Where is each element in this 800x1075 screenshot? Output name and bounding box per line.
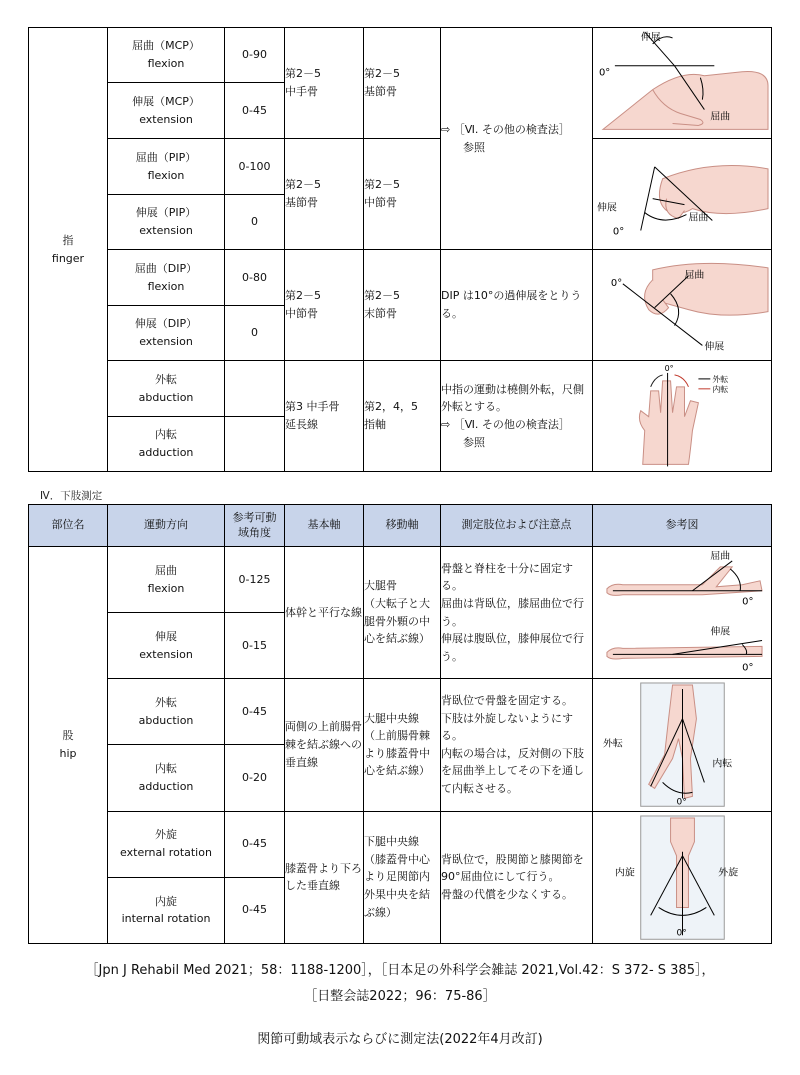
label-extension: 伸展: [596, 202, 617, 214]
motion-cell: 伸展（PIP） extension: [108, 195, 225, 250]
part-hip: 股 hip: [29, 547, 108, 944]
figure-hip-abduction: [593, 679, 772, 811]
label-extension: 伸展: [710, 626, 731, 638]
label-zero: 0°: [612, 226, 625, 238]
label-adduction: 内転: [712, 758, 733, 770]
figure-abduction: [593, 361, 772, 472]
range-cell: 0-45: [225, 877, 285, 943]
notes-cell: DIP は10°の過伸展をとりうる。: [441, 250, 593, 361]
label-flexion: 屈曲: [710, 550, 731, 562]
footer-title: 関節可動域表示ならびに測定法(2022年4月改訂): [257, 1032, 543, 1047]
motion-cell: 内旋 internal rotation: [108, 877, 225, 943]
range-cell: 0-45: [225, 83, 285, 139]
moving-axis-cell: 大腿骨 （大転子と大腿骨外顆の中心を結ぶ線）: [364, 547, 441, 679]
label-internal-rotation: 内旋: [614, 867, 635, 879]
hip-abduction-figure-illustration: [593, 679, 771, 810]
citations: [0, 958, 800, 1010]
label-abduction: 外転: [602, 738, 623, 750]
label-abduction: 外転: [712, 375, 729, 385]
pip-figure-illustration: [593, 139, 771, 248]
label-flexion: 屈曲: [684, 270, 705, 282]
range-cell: [225, 417, 285, 472]
notes-cell: 背臥位で骨盤を固定する。 下肢は外旋しないようにする。 内転の場合は，反対側の下肢を屈曲挙上してその下を通して内転させる。: [441, 679, 593, 811]
header-basic-axis: 基本軸: [285, 505, 364, 547]
notes-cell: 中指の運動は橈側外転，尺側外転とする。 ⇨ ［Ⅵ. その他の検査法］ 参照: [441, 361, 593, 472]
figure-mcp: [593, 28, 772, 139]
range-cell: 0-15: [225, 613, 285, 679]
figure-dip: [593, 250, 772, 361]
label-external-rotation: 外旋: [718, 867, 739, 879]
range-cell: 0-100: [225, 139, 285, 195]
label-zero: 0°: [610, 278, 623, 290]
citation-line: ［日整会誌2022；96：75-86］: [304, 989, 496, 1004]
motion-cell: 屈曲（PIP） flexion: [108, 139, 225, 195]
motion-cell: 屈曲（MCP） flexion: [108, 28, 225, 83]
basic-axis-cell: 第3 中手骨 延長線: [285, 361, 364, 472]
mcp-figure-illustration: [593, 28, 771, 137]
moving-axis-cell: 第2－5 基節骨: [364, 28, 441, 139]
label-zero: 0°: [598, 68, 611, 80]
finger-rom-table: [28, 27, 772, 472]
moving-axis-cell: 下腿中央線 （膝蓋骨中心より足関節内外果中央を結ぶ線）: [364, 811, 441, 943]
label-zero: 0°: [742, 662, 754, 674]
motion-cell: 外旋 external rotation: [108, 811, 225, 877]
basic-axis-cell: 膝蓋骨より下ろした垂直線: [285, 811, 364, 943]
label-zero: 0°: [676, 927, 687, 938]
motion-cell: 伸展 extension: [108, 613, 225, 679]
basic-axis-cell: 両側の上前腸骨棘を結ぶ線への垂直線: [285, 679, 364, 811]
label-flexion: 屈曲: [710, 111, 731, 123]
motion-cell: 内転 adduction: [108, 745, 225, 811]
range-cell: 0: [225, 306, 285, 361]
range-cell: 0-90: [225, 28, 285, 83]
range-cell: 0: [225, 195, 285, 250]
moving-axis-cell: 第2，4，5 指軸: [364, 361, 441, 472]
figure-hip-flexion: [593, 547, 772, 679]
header-motion: 運動方向: [108, 505, 225, 547]
header-moving-axis: 移動軸: [364, 505, 441, 547]
label-extension: 伸展: [704, 341, 725, 353]
label-extension: 伸展: [640, 32, 661, 44]
hip-flexion-figure-illustration: [593, 547, 771, 678]
label-zero: 0°: [664, 364, 674, 374]
motion-cell: 屈曲 flexion: [108, 547, 225, 613]
range-cell: 0-80: [225, 250, 285, 306]
motion-cell: 伸展（MCP） extension: [108, 83, 225, 139]
hip-rotation-figure-illustration: [593, 812, 771, 943]
range-cell: 0-20: [225, 745, 285, 811]
motion-cell: 伸展（DIP） extension: [108, 306, 225, 361]
label-zero: 0°: [742, 596, 754, 608]
part-finger: 指 finger: [29, 28, 108, 472]
header-notes: 測定肢位および注意点: [441, 505, 593, 547]
notes-cell: ⇨ ［Ⅵ. その他の検査法］ 参照: [441, 28, 593, 250]
range-cell: 0-45: [225, 811, 285, 877]
header-range: 参考可動 域角度: [225, 505, 285, 547]
label-adduction: 内転: [712, 385, 729, 395]
motion-cell: 外転 abduction: [108, 679, 225, 745]
motion-cell: 屈曲（DIP） flexion: [108, 250, 225, 306]
label-flexion: 屈曲: [688, 212, 709, 224]
range-cell: [225, 361, 285, 417]
moving-axis-cell: 第2－5 末節骨: [364, 250, 441, 361]
section-title: Ⅳ．下肢測定: [40, 490, 103, 502]
label-zero: 0°: [676, 797, 687, 808]
lower-limb-rom-table: [28, 504, 772, 944]
header-part: 部位名: [29, 505, 108, 547]
motion-cell: 外転 abduction: [108, 361, 225, 417]
moving-axis-cell: 第2－5 中節骨: [364, 139, 441, 250]
figure-hip-rotation: [593, 811, 772, 943]
dip-figure-illustration: [593, 250, 771, 359]
basic-axis-cell: 第2－5 中手骨: [285, 28, 364, 139]
moving-axis-cell: 大腿中央線 （上前腸骨棘より膝蓋骨中心を結ぶ線）: [364, 679, 441, 811]
basic-axis-cell: 第2－5 基節骨: [285, 139, 364, 250]
figure-pip: [593, 139, 772, 250]
range-cell: 0-45: [225, 679, 285, 745]
abduction-figure-illustration: [593, 361, 771, 470]
motion-cell: 内転 adduction: [108, 417, 225, 472]
header-figure: 参考図: [593, 505, 772, 547]
notes-cell: 背臥位で，股関節と膝関節を90°屈曲位にして行う。 骨盤の代償を少なくする。: [441, 811, 593, 943]
notes-cell: 骨盤と脊柱を十分に固定する。 屈曲は背臥位，膝屈曲位で行う。 伸展は腹臥位，膝伸展位で行う。: [441, 547, 593, 679]
basic-axis-cell: 第2－5 中節骨: [285, 250, 364, 361]
citation-line: ［Jpn J Rehabil Med 2021；58：1188-1200］，［日本足の外科学会雑誌 2021,Vol.42：S 372- S 385］，: [85, 963, 715, 978]
range-cell: 0-125: [225, 547, 285, 613]
basic-axis-cell: 体幹と平行な線: [285, 547, 364, 679]
